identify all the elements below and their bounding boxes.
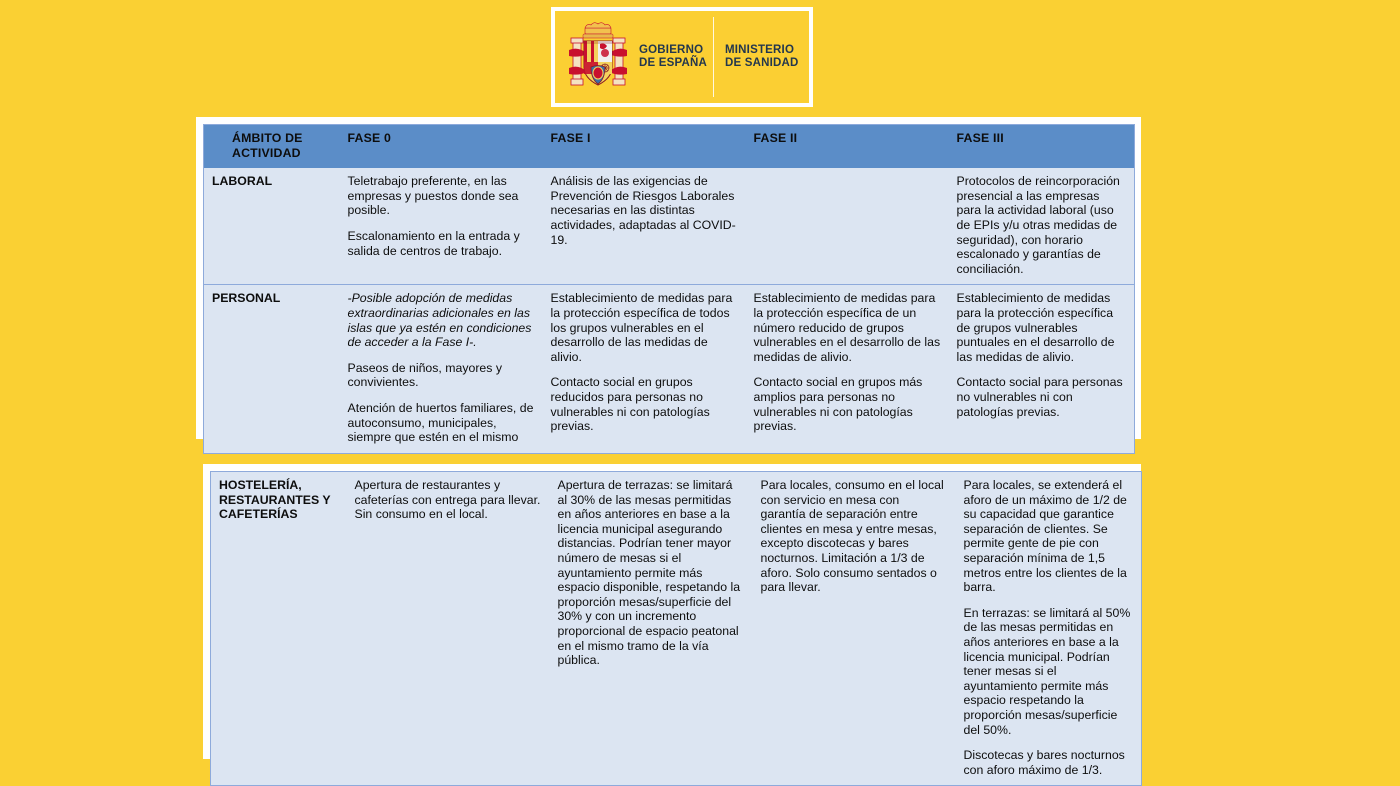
cell-hosteleria-fase0 xyxy=(347,472,550,786)
paragraph: Protocolos de reincorporación presencial a las empresas para la actividad laboral (uso de EPIs y/u otras medidas de seguridad), con horario escalonado y garantías de conciliación. xyxy=(956,174,1120,276)
paragraph-italic: -Posible adopción de medidas extraordinarias adicionales en las islas que ya estén en condiciones de acceder a la Fase I-. xyxy=(347,291,532,350)
paragraph: Contacto social en grupos reducidos para personas no vulnerables ni con patologías previas. xyxy=(550,375,710,434)
logo-inner xyxy=(555,11,809,103)
cell-laboral-fase2 xyxy=(746,168,949,285)
paragraph: Establecimiento de medidas para la protección específica de todos los grupos vulnerables en el desarrollo de las medidas de alivio. xyxy=(550,291,733,364)
table-header-row xyxy=(204,125,1135,169)
phases-table-upper xyxy=(203,124,1135,454)
row-label-line1: HOSTELERÍA, xyxy=(219,478,302,492)
gobierno-de-espana-label: GOBIERNO DE ESPAÑA xyxy=(639,44,708,69)
paragraph: Atención de huertos familiares, de autoconsumo, municipales, siempre que estén en el mismo xyxy=(347,400,534,445)
cell-hosteleria-fase1 xyxy=(550,472,753,786)
ministerio-de-sanidad-label: MINISTERIO DE SANIDAD xyxy=(725,44,799,69)
header-fase-0: FASE 0 xyxy=(340,125,543,169)
paragraph: Discotecas y bares nocturnos con aforo máximo de 1/3. xyxy=(963,748,1125,777)
paragraph: Paseos de niños, mayores y convivientes. xyxy=(347,360,502,390)
header-fase-3: FASE III xyxy=(949,125,1135,169)
row-label-line3: CAFETERÍAS xyxy=(219,507,298,522)
cell-laboral-fase3 xyxy=(949,168,1135,285)
paragraph: Escalonamiento en la entrada y salida de centros de trabajo. xyxy=(347,228,520,258)
cell-personal-fase3 xyxy=(949,285,1135,453)
row-label-laboral: LABORAL xyxy=(204,168,340,285)
table-frame-upper xyxy=(196,117,1141,445)
paragraph: En terrazas: se limitará al 50% de las mesas permitidas en años anteriores en base a la licencia municipal. Podrían tener mesas si el ayuntamiento permite más espacio respetando la proporción mesas/superficie del 50%. xyxy=(963,605,1131,737)
paragraph: Contacto social en grupos más amplios para personas no vulnerables ni con patologías previas. xyxy=(753,375,923,434)
government-logo-banner xyxy=(551,7,813,107)
coat-of-arms-of-spain-icon xyxy=(567,20,629,94)
table-frame-lower xyxy=(203,464,1141,777)
phases-table-lower xyxy=(210,471,1142,786)
cell-laboral-fase1 xyxy=(543,168,746,285)
table-row-laboral xyxy=(204,168,1135,285)
row-label-line2: RESTAURANTES Y xyxy=(219,492,331,507)
cell-personal-fase1 xyxy=(543,285,746,453)
header-fase-1: FASE I xyxy=(543,125,746,169)
paragraph: Para locales, consumo en el local con servicio en mesa con garantía de separación entre clientes en mesa y entre mesas, excepto discotecas y bares nocturnos. Limitación a 1/3 de aforo. Solo consumo sentados o para llevar. xyxy=(760,478,944,595)
header-ambito-line1: ÁMBITO DE xyxy=(232,131,303,145)
table-row-hosteleria xyxy=(211,472,1142,786)
paragraph: Establecimiento de medidas para la protección específica de un número reducido de grupos vulnerables en el desarrollo de las medidas de alivio. xyxy=(753,291,941,364)
row-label-hosteleria xyxy=(211,472,347,786)
paragraph: Teletrabajo preferente, en las empresas y puestos donde sea posible. xyxy=(347,174,519,218)
header-fase-2: FASE II xyxy=(746,125,949,169)
cell-hosteleria-fase3 xyxy=(956,472,1142,786)
cell-personal-fase0 xyxy=(340,285,543,453)
logo-divider xyxy=(713,17,714,97)
paragraph: Análisis de las exigencias de Prevención de Riesgos Laborales necesarias en las distintas actividades, adaptadas al COVID-19. xyxy=(550,174,736,247)
cell-personal-fase2 xyxy=(746,285,949,453)
paragraph: Establecimiento de medidas para la protección específica de grupos vulnerables puntuales en el desarrollo de las medidas de alivio. xyxy=(956,291,1115,364)
paragraph: Apertura de terrazas: se limitará al 30% de las mesas permitidas en años anteriores en base a la licencia municipal asegurando distancias. Podrían tener mayor número de mesas si el ayuntamiento permite más espacio disponible, respetando la proporción mesas/superficie del 30% y con un incremento proporcional de espacio peatonal en el mismo tramo de la vía pública. xyxy=(557,478,741,668)
paragraph: Contacto social para personas no vulnerables ni con patologías previas. xyxy=(956,375,1123,419)
cell-hosteleria-fase2 xyxy=(753,472,956,786)
paragraph: Apertura de restaurantes y cafeterías con entrega para llevar. Sin consumo en el local. xyxy=(354,478,541,522)
header-ambito-line2: ACTIVIDAD xyxy=(232,145,301,160)
table-row-personal xyxy=(204,285,1135,453)
header-ambito-de-actividad xyxy=(204,125,340,169)
row-label-personal: PERSONAL xyxy=(204,285,340,453)
paragraph: Para locales, se extenderá el aforo de un máximo de 1/2 de su capacidad que garantice separación de clientes. Se permite gente de pie con separación mínima de 1,5 metros entre los clientes de la barra. xyxy=(963,478,1127,595)
cell-laboral-fase0 xyxy=(340,168,543,285)
